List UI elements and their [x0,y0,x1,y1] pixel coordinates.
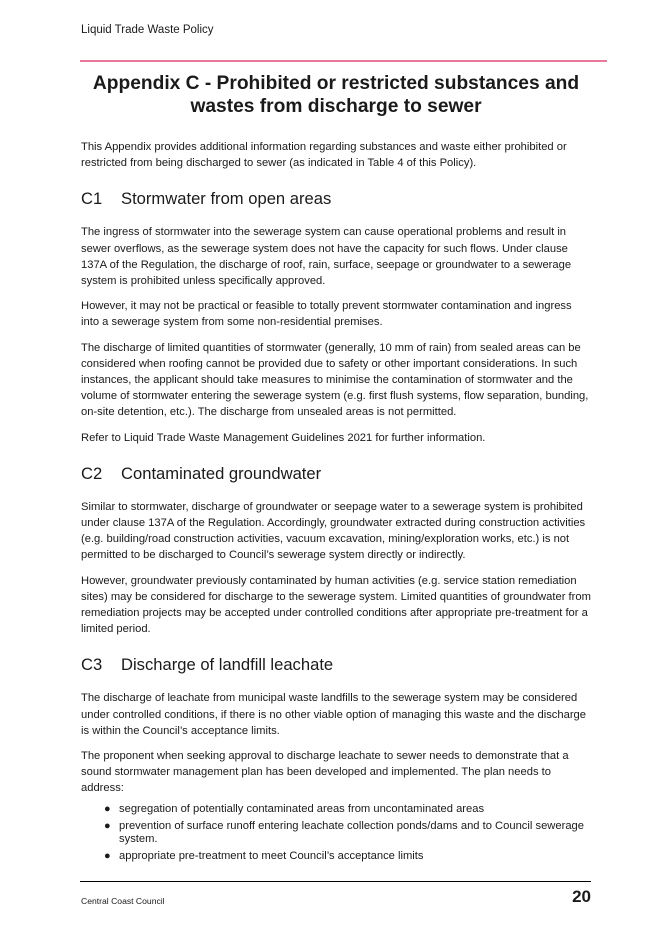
section-title: Contaminated groundwater [121,463,322,483]
paragraph: The ingress of stormwater into the sewerage system can cause operational problems and result in sewer overflows, as the sewerage system does not have the capacity for such flows. Under clause 137A of the Regulation, the discharge of roof, rain, surface, seepage or groundwater to a sewerage system is prohibited unless specifically approved. [81,226,572,288]
list-item-text: appropriate pre-treatment to meet Council’s acceptance limits [119,849,424,862]
section-title: Stormwater from open areas [121,189,332,209]
section-c2 [81,464,591,638]
paragraph: Refer to Liquid Trade Waste Management Guidelines 2021 for further information. [81,431,486,444]
paragraph: Similar to stormwater, discharge of groundwater or seepage water to a sewerage system is prohibited under clause 137A of the Regulation. Accordingly, groundwater extracted during construction activities (e.g. building/road construction activities, vacuum excavation, mining/exploration works, etc.) is not permitted to be discharged to Council’s sewerage system directly or indirectly. [81,500,586,562]
bullet-icon: ● [104,849,111,862]
section-heading [81,189,591,209]
paragraph: However, it may not be practical or feasible to totally prevent stormwater contamination and ingress into a sewerage system from some non-residential premises. [81,300,572,329]
section-heading [81,464,591,484]
list-item-text: prevention of surface runoff entering leachate collection ponds/dams and to Council sewerage system. [119,819,584,845]
paragraph: The discharge of leachate from municipal waste landfills to the sewerage system may be considered under controlled conditions, if there is no other viable option of managing this waste and the discharge is within the Council’s acceptance limits. [81,692,586,737]
footer-divider [80,881,591,882]
section-number: C3 [81,655,103,675]
paragraph: The discharge of limited quantities of stormwater (generally, 10 mm of rain) from sealed areas can be considered when roofing cannot be provided due to safety or other important considerations. In such instances, the applicant should take measures to minimise the contamination of stormwater and the volume of stormwater entering the sewerage system (e.g. first flush systems, flow separation, bunding, on-site detention, etc.). The discharge from unsealed areas is not permitted. [81,341,589,419]
paragraph: However, groundwater previously contaminated by human activities (e.g. service station remediation sites) may be considered for discharge to the sewerage system. Limited quantities of groundwater from remediation projects may be accepted under controlled conditions after appropriate pre-treatment for a limited period. [81,574,591,636]
intro-paragraph: This Appendix provides additional information regarding substances and waste either prohibited or restricted from being discharged to sewer (as indicated in Table 4 of this Policy). [81,141,567,170]
page-title-line-1: Appendix C - Prohibited or restricted substances and [92,73,580,94]
page-title-line-2: wastes from discharge to sewer [190,96,482,117]
section-heading [81,655,591,675]
page-content [81,72,591,867]
section-number: C1 [81,189,103,209]
section-number: C2 [81,463,103,483]
bullet-icon: ● [104,819,111,832]
section-title: Discharge of landfill leachate [121,655,334,675]
bullet-icon: ● [104,802,111,815]
page-number: 20 [572,887,591,906]
section-c1 [81,189,591,445]
list-item-text: segregation of potentially contaminated areas from uncontaminated areas [119,802,485,815]
paragraph: The proponent when seeking approval to discharge leachate to sewer needs to demonstrate that a sound stormwater management plan has been developed and implemented. The plan needs to address: [81,750,569,795]
list-item [81,850,591,863]
page-title [81,72,591,118]
footer-organization: Central Coast Council [81,896,165,906]
section-c3 [81,655,591,862]
list-item [81,803,591,816]
header-divider [80,60,607,62]
list-item [81,820,591,846]
bullet-list [81,803,591,863]
running-header: Liquid Trade Waste Policy [81,24,214,36]
